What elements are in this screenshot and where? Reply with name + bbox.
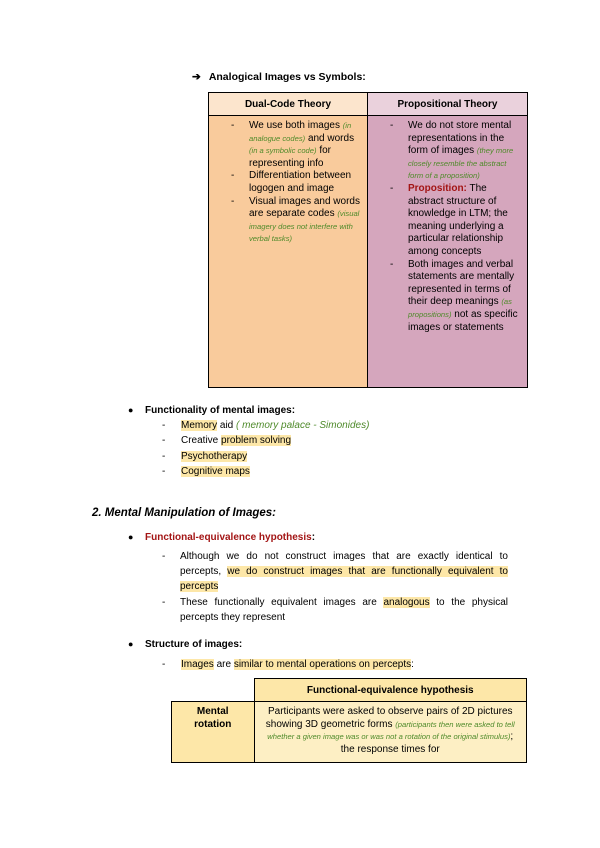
- bullet-icon: ●: [128, 532, 134, 542]
- list-item: - Images are similar to mental operations on percepts:: [162, 657, 414, 672]
- mental-rotation-description: Participants were asked to observe pairs of 2D pictures showing 3D geometric forms (participants then were asked to tell whether a given image was or was not a rotation of the original stimulus); the response times for: [254, 702, 527, 763]
- list-item: - Cognitive maps: [162, 464, 369, 479]
- list-item: - These functionally equivalent images are analogous to the physical percepts they represent: [162, 595, 508, 625]
- list-item: - Psychotherapy: [162, 449, 369, 464]
- fe-table-header: Functional-equivalence hypothesis: [254, 679, 527, 702]
- arrow-right-icon: ➔: [192, 71, 201, 83]
- list-item: - Both images and verbal statements are mentally represented in terms of their deep meanings (as propositions) not as specific images or statements: [368, 259, 521, 335]
- list-item: - Creative problem solving: [162, 433, 369, 448]
- header-dual-code: Dual-Code Theory: [209, 93, 368, 116]
- dual-code-list: [209, 116, 367, 246]
- cell-dual-code: [209, 116, 368, 388]
- fe-hypothesis-table: [171, 678, 527, 763]
- structure-heading: ● Structure of images:: [128, 639, 243, 650]
- list-item: - We do not store mental representations in the form of images (they more closely resemble the abstract form of a proposition): [368, 120, 521, 183]
- mental-rotation-label: Mental rotation: [172, 702, 255, 763]
- section-heading-analogical: [192, 71, 366, 83]
- functionality-list: [162, 418, 369, 479]
- propositional-list: [368, 116, 527, 334]
- bullet-icon: ●: [128, 639, 134, 649]
- comparison-table: [208, 92, 528, 388]
- functionality-heading: ● Functionality of mental images:: [128, 405, 296, 416]
- structure-list: [162, 657, 414, 672]
- heading-text: Analogical Images vs Symbols:: [208, 71, 366, 83]
- fe-hypothesis-heading: ● Functional-equivalence hypothesis:: [128, 532, 316, 543]
- list-item: - Although we do not construct images that are exactly identical to percepts, we do construct images that are functionally equivalent to percepts: [162, 549, 508, 595]
- list-item: - Memory aid ( memory palace - Simonides): [162, 418, 369, 433]
- list-item: - Visual images and words are separate codes (visual imagery does not interfere with verbal tasks): [209, 196, 361, 246]
- list-item: - Proposition: The abstract structure of knowledge in LTM; the meaning underlying a particular relationship among concepts: [368, 183, 521, 259]
- section-title-mental-manipulation: 2. Mental Manipulation of Images:: [92, 507, 277, 519]
- fe-hypothesis-list: [162, 549, 508, 625]
- header-propositional: Propositional Theory: [368, 93, 528, 116]
- list-item: - We use both images (in analogue codes) and words (in a symbolic code) for representing info: [209, 120, 361, 170]
- list-item: - Differentiation between logogen and image: [209, 170, 361, 195]
- bullet-icon: ●: [128, 405, 134, 415]
- cell-propositional: [368, 116, 528, 388]
- empty-cell: [172, 679, 255, 702]
